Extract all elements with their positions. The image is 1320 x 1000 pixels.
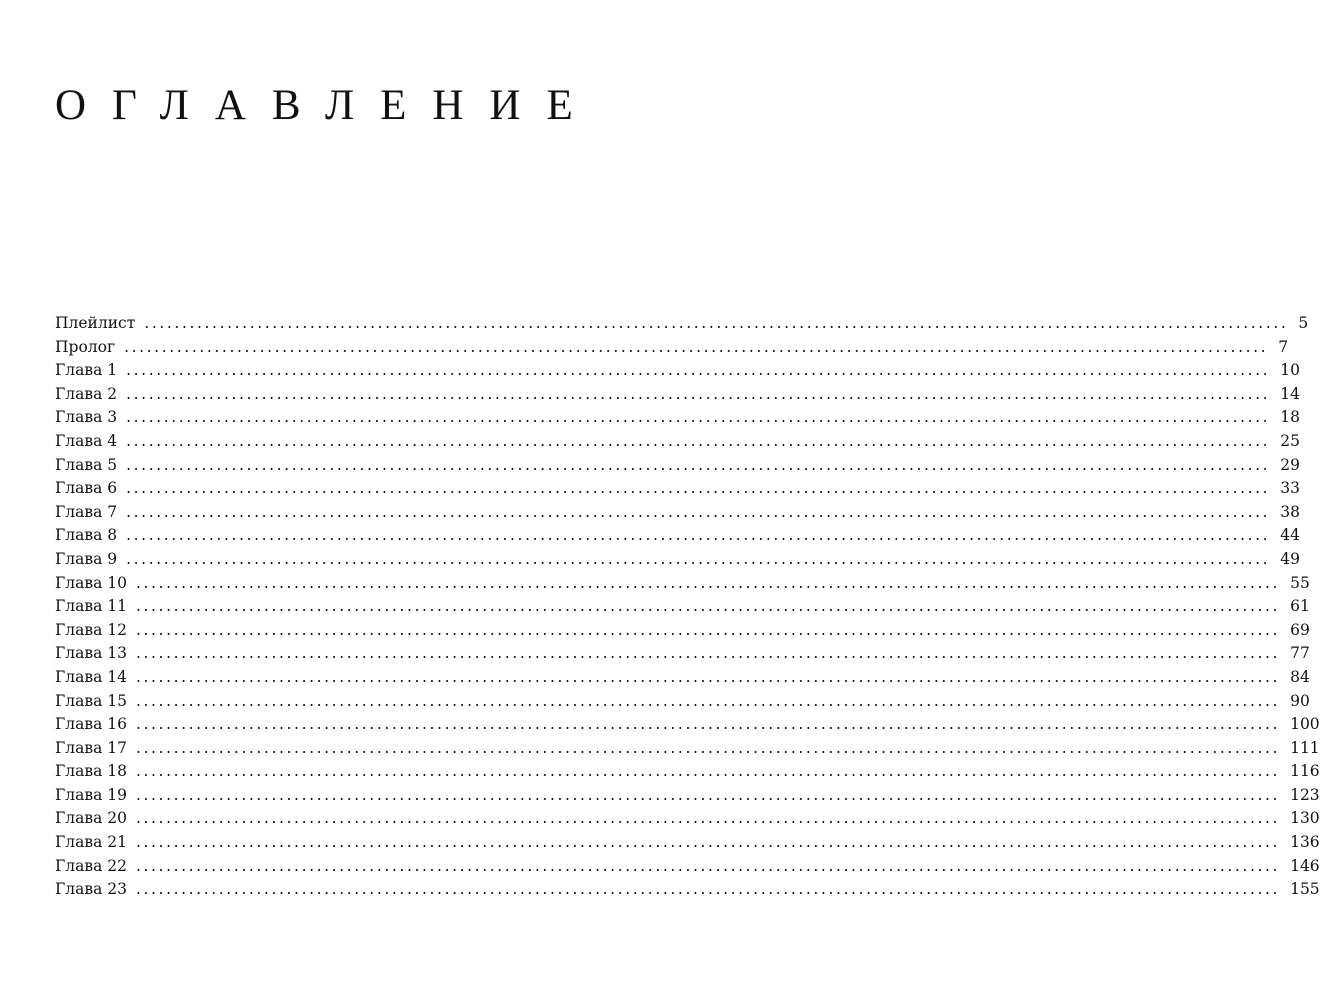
toc-entry-page-number: 61 <box>1290 597 1310 616</box>
toc-entry-page-number: 100 <box>1290 715 1320 734</box>
toc-entry-label: Пролог <box>55 337 116 356</box>
dot-leader: ........................................................................................................................................................ <box>126 479 1271 498</box>
toc-entry-label: Глава 5 <box>55 455 118 474</box>
toc-entry-chapter-14[interactable] <box>55 666 1310 690</box>
toc-entry-label: Глава 16 <box>55 715 127 734</box>
dot-leader: ........................................................................................................................................................ <box>135 691 1281 710</box>
toc-entry-label: Глава 4 <box>55 431 118 450</box>
toc-entry-chapter-23[interactable] <box>55 878 1320 902</box>
toc-entry-chapter-17[interactable] <box>55 737 1320 761</box>
dot-leader: ........................................................................................................................................................ <box>135 809 1281 828</box>
toc-entry-label: Глава 18 <box>55 762 127 781</box>
dot-leader: ........................................................................................................................................................ <box>126 431 1271 450</box>
toc-entry-label: Глава 12 <box>55 620 127 639</box>
dot-leader: ........................................................................................................................................................ <box>135 715 1281 734</box>
dot-leader: ........................................................................................................................................................ <box>126 361 1271 380</box>
toc-entry-label: Глава 3 <box>55 408 118 427</box>
toc-entry-page-number: 38 <box>1280 502 1300 521</box>
toc-entry-prologue[interactable] <box>55 336 1289 360</box>
toc-entry-page-number: 77 <box>1290 644 1310 663</box>
toc-entry-chapter-6[interactable] <box>55 477 1300 501</box>
toc-entry-chapter-2[interactable] <box>55 383 1300 407</box>
toc-entry-page-number: 116 <box>1290 762 1320 781</box>
toc-entry-page-number: 44 <box>1280 526 1300 545</box>
toc-entry-chapter-4[interactable] <box>55 430 1300 454</box>
toc-entry-page-number: 136 <box>1290 833 1320 852</box>
toc-entry-page-number: 111 <box>1290 738 1320 757</box>
toc-entry-label: Глава 2 <box>55 384 118 403</box>
toc-entry-label: Глава 20 <box>55 809 127 828</box>
toc-entry-chapter-16[interactable] <box>55 713 1320 737</box>
toc-entry-chapter-7[interactable] <box>55 501 1300 525</box>
toc-entry-label: Глава 8 <box>55 526 118 545</box>
toc-entry-page-number: 130 <box>1290 809 1320 828</box>
dot-leader: ........................................................................................................................................................ <box>144 314 1289 332</box>
toc-entry-chapter-5[interactable] <box>55 454 1300 478</box>
toc-entry-label: Глава 22 <box>55 856 127 875</box>
toc-entry-chapter-19[interactable] <box>55 784 1320 808</box>
dot-leader: ........................................................................................................................................................ <box>135 620 1281 639</box>
dot-leader: ........................................................................................................................................................ <box>135 880 1281 899</box>
dot-leader: ........................................................................................................................................................ <box>124 337 1269 356</box>
toc-entry-chapter-18[interactable] <box>55 760 1320 784</box>
dot-leader: ........................................................................................................................................................ <box>135 667 1281 686</box>
dot-leader: ........................................................................................................................................................ <box>126 549 1271 568</box>
toc-entry-chapter-8[interactable] <box>55 524 1300 548</box>
toc-entry-page-number: 84 <box>1290 667 1310 686</box>
toc-entry-page-number: 14 <box>1280 384 1300 403</box>
toc-entry-label: Глава 9 <box>55 549 118 568</box>
dot-leader: ........................................................................................................................................................ <box>135 762 1281 781</box>
dot-leader: ........................................................................................................................................................ <box>135 833 1281 852</box>
toc-entry-page-number: 10 <box>1280 361 1300 380</box>
dot-leader: ........................................................................................................................................................ <box>126 384 1271 403</box>
dot-leader: ........................................................................................................................................................ <box>126 408 1271 427</box>
dot-leader: ........................................................................................................................................................ <box>135 856 1281 875</box>
toc-entry-label: Глава 7 <box>55 502 118 521</box>
toc-entry-page-number: 146 <box>1290 856 1320 875</box>
dot-leader: ........................................................................................................................................................ <box>135 785 1281 804</box>
toc-entry-label: Глава 11 <box>55 597 127 616</box>
toc-entry-page-number: 55 <box>1290 573 1310 592</box>
dot-leader: ........................................................................................................................................................ <box>135 597 1281 616</box>
toc-entry-chapter-9[interactable] <box>55 548 1300 572</box>
dot-leader: ........................................................................................................................................................ <box>135 738 1281 757</box>
toc-entry-label: Глава 14 <box>55 667 127 686</box>
toc-entry-label: Глава 13 <box>55 644 127 663</box>
toc-entry-page-number: 29 <box>1280 455 1300 474</box>
dot-leader: ........................................................................................................................................................ <box>126 455 1271 474</box>
toc-entry-chapter-3[interactable] <box>55 406 1300 430</box>
toc-entry-label: Глава 21 <box>55 833 127 852</box>
toc-entry-chapter-21[interactable] <box>55 831 1320 855</box>
toc-entry-label: Глава 6 <box>55 479 118 498</box>
toc-entry-page-number: 155 <box>1290 880 1320 899</box>
toc-entry-page-number: 69 <box>1290 620 1310 639</box>
toc-entry-chapter-11[interactable] <box>55 595 1310 619</box>
toc-entry-chapter-12[interactable] <box>55 619 1310 643</box>
dot-leader: ........................................................................................................................................................ <box>126 526 1271 545</box>
toc-entry-label: Глава 1 <box>55 361 118 380</box>
toc-entry-chapter-1[interactable] <box>55 359 1300 383</box>
toc-entry-chapter-13[interactable] <box>55 642 1310 666</box>
dot-leader: ........................................................................................................................................................ <box>135 644 1281 663</box>
toc-entry-page-number: 90 <box>1290 691 1310 710</box>
toc-entry-page-number: 49 <box>1280 549 1300 568</box>
toc-entry-playlist[interactable] <box>55 312 1309 336</box>
toc-entry-page-number: 5 <box>1298 314 1309 332</box>
toc-entry-chapter-20[interactable] <box>55 807 1320 831</box>
dot-leader: ........................................................................................................................................................ <box>126 502 1271 521</box>
toc-entry-label: Глава 19 <box>55 785 127 804</box>
toc-entry-page-number: 33 <box>1280 479 1300 498</box>
toc-entry-page-number: 18 <box>1280 408 1300 427</box>
toc-entry-label: Глава 10 <box>55 573 127 592</box>
toc-entry-chapter-15[interactable] <box>55 690 1310 714</box>
toc-entry-chapter-22[interactable] <box>55 855 1320 879</box>
toc-entry-page-number: 7 <box>1278 337 1289 356</box>
table-of-contents <box>55 312 1320 902</box>
toc-entry-page-number: 123 <box>1290 785 1320 804</box>
page-title: ОГЛАВЛЕНИЕ <box>55 82 599 129</box>
toc-entry-label: Глава 17 <box>55 738 127 757</box>
toc-entry-page-number: 25 <box>1280 431 1300 450</box>
toc-entry-label: Глава 23 <box>55 880 127 899</box>
toc-entry-chapter-10[interactable] <box>55 572 1310 596</box>
toc-entry-label: Плейлист <box>55 314 136 332</box>
toc-entry-label: Глава 15 <box>55 691 127 710</box>
dot-leader: ........................................................................................................................................................ <box>135 573 1281 592</box>
